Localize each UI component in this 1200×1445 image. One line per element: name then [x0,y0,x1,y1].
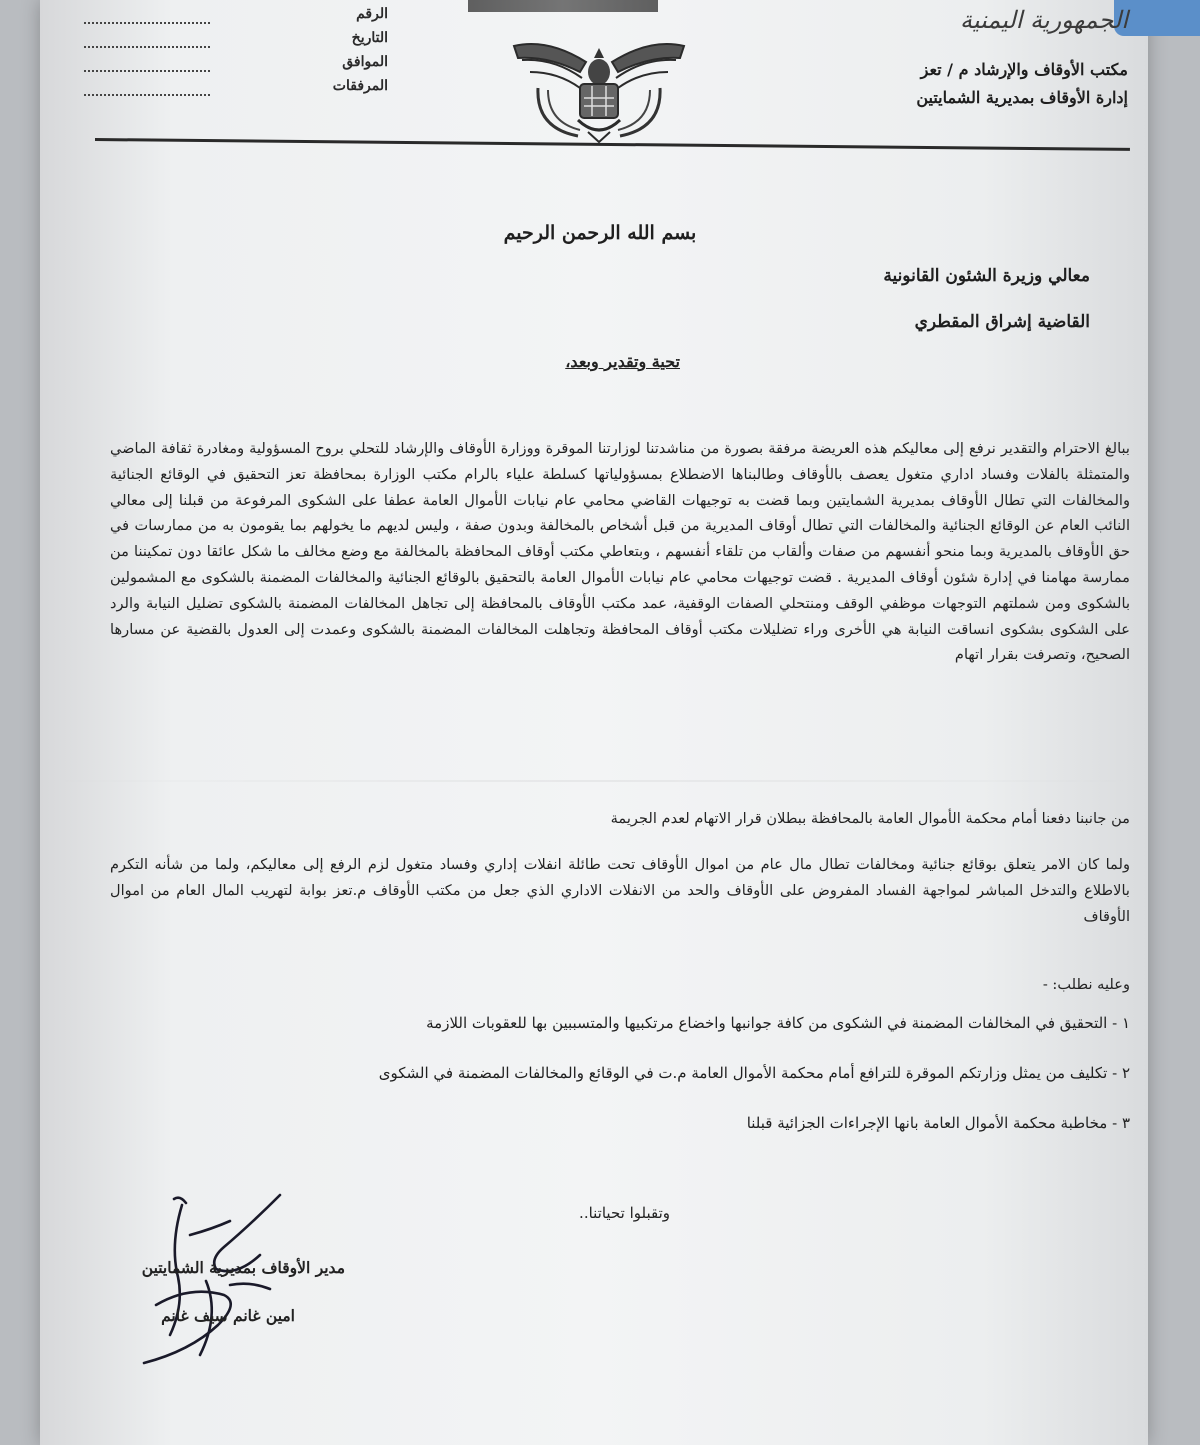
republic-title: الجمهورية اليمنية [959,6,1128,34]
dotted-line [84,22,210,24]
greeting: تحية وتقدير وبعد، [565,352,680,371]
ref-date-label: التاريخ [351,30,388,46]
signatory-title: مدير الأوقاف بمديرية الشمايتين [141,1258,345,1277]
request-item-2: ٢ - تكليف من يمثل وزارتكم الموقرة للترافع أمام محكمة الأموال العامة م.ت في الوقائع والمخالفات المضمنة في الشكوى [378,1064,1130,1082]
ref-number-label: الرقم [356,6,388,22]
requests-intro [110,972,1130,998]
signatory-name: امين غانم سيف غانم [161,1306,295,1325]
eagle-emblem-icon [508,28,690,146]
ref-corresponding-field [218,54,388,78]
paragraph-text: ولما كان الامر يتعلق بوقائع جنائية ومخالفات تطال مال عام من اموال الأوقاف تحت طائلة انفلات إداري وفساد متغول لزم الرفع إلى معاليكم، ولما من شأنه التكرم بالاطلاع والتدخل المباشر لمواجهة الفساد المفروض على الأوقاف والحد من الانفلات الاداري الذي جعل من مكتب الأوقاف م.تعز بوابة لتهريب المال العام من اموال الأوقاف [110,856,1130,925]
body-paragraph-1 [110,436,1130,668]
paragraph-text: من جانبنا دفعنا أمام محكمة الأموال العامة بالمحافظة ببطلان قرار الاتهام لعدم الجريمة [610,810,1130,827]
dotted-line [84,46,210,48]
letterhead-office [848,6,1128,112]
body-paragraph-2 [110,806,1130,832]
request-item-1: ١ - التحقيق في المخالفات المضمنة في الشكوى من كافة جوانبها واخضاع مرتكبيها والمتسببين بها للعقوبات اللازمة [426,1014,1130,1032]
request-item-3: ٣ - مخاطبة محكمة الأموال العامة بانها الإجراءات الجزائية قبلنا [746,1114,1130,1132]
ref-corresponding-label: الموافق [342,54,388,70]
letterhead-band [468,0,658,12]
addressee-line-2: القاضية إشراق المقطري [914,312,1090,332]
paragraph-text: ببالغ الاحترام والتقدير نرفع إلى معاليكم هذه العريضة مرفقة بصورة من مناشدتنا لوزارتنا الموقرة ووزارة الأوقاف والإرشاد للتحلي بروح المسؤولية ومغادرة ثقافة الماضي والمتمثلة بالفلات وفساد اداري متغول يعصف بالأوقاف وطالبناها الاضطلاع بمسؤولياتها كسلطة علياء بالرام مكتب الوزارة بمحافظة تعز التحقيق في الوقائع الجنائية والمخالفات التي تطال الأوقاف بمديرية الشمايتين وبما قضت به توجيهات القاضي محامي عام نيابات الأموال العامة عطفا على الشكوى المرفوعة من قبلنا إلى معالي النائب العام عن الوقائع الجنائية والمخالفات التي تطال أوقاف المديرية من قبل أشخاص بالمخالفة وبدون صفة ، وليس لديهم ما يخولهم بما يقومون به من ممارسات في حق الأوقاف بالمديرية وبما منحو أنفسهم من صفات وألقاب من تلقاء أنفسهم ، وبتعاطي مكتب أوقاف المحافظة بالمخالفة مع وضع مخالف ما شكل عائقا دون تمكيننا من ممارسة مهامنا في إدارة شئون أوقاف المديرية . قضت توجيهات محامي عام نيابات الأموال العامة بالتحقيق بالوقائع الجنائية والمخالفات المضمنة بالشكوى مع المشمولين بالشكوى ومن شملتهم التوجهات موظفي الوقف ومنتحلي الصفات الوقفية، عمد مكتب الأوقاف بالمحافظة إلى تجاهل المخالفات المضمنة بالشكوى تضليل النيابة والرد على الشكوى بشكوى انساقت النيابة هي الأخرى وراء تضليلات مكتب أوقاف المحافظة وتجاهلت المخالفات المضمنة بالشكوى وعمدت إلى العدول بالقضية عن مسارها الصحيح، وتصرفت بقرار اتهام [110,440,1130,664]
office-line-2: إدارة الأوقاف بمديرية الشمايتين [916,88,1128,107]
body-paragraph-3 [110,852,1130,930]
handwritten-signature [120,1185,340,1375]
dotted-line [84,70,210,72]
ref-date-field [218,30,388,54]
paragraph-text: وعليه نطلب: - [1042,976,1130,993]
office-line-1: مكتب الأوقاف والإرشاد م / تعز [920,60,1128,79]
ref-number-field [218,6,388,30]
ref-attachments-field [218,78,388,102]
closing-line: وتقبلوا تحياتنا.. [579,1204,670,1222]
basmala: بسم الله الرحمن الرحيم [503,222,697,244]
paper-fold [40,780,1148,782]
addressee-line-1: معالي وزيرة الشئون القانونية [883,266,1090,286]
reference-fields [218,6,388,102]
dotted-line [84,94,210,96]
ref-attachments-label: المرفقات [332,78,388,94]
